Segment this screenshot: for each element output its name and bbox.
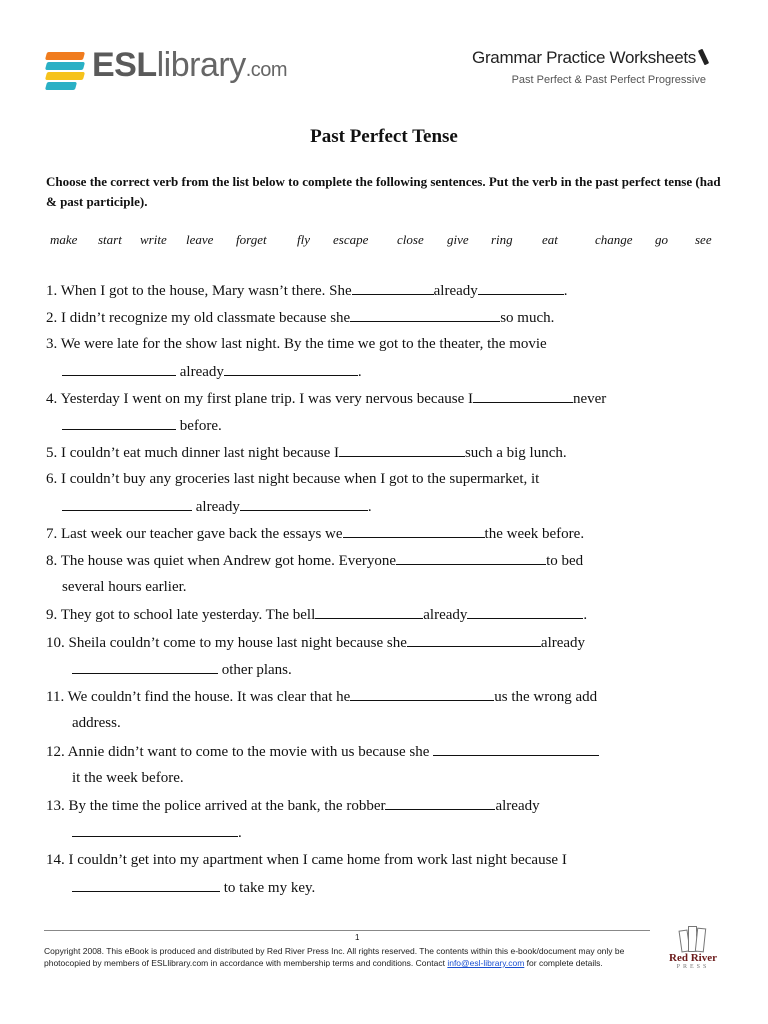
word-bank-item: make (50, 232, 78, 247)
question-3: 3. We were late for the show last night. By the time we got to the theater, the movie (46, 336, 547, 352)
word-bank-item: change (595, 232, 633, 247)
press-name: Red River (669, 952, 717, 964)
answer-blank[interactable] (72, 659, 218, 674)
instructions: Choose the correct verb from the list below to complete the following sentences. Put the verb in the past perfect tense (had & past participle). (46, 174, 721, 209)
question-4: 4. Yesterday I went on my first plane trip. I was very nervous because I never (46, 388, 606, 409)
question-9: 9. They got to school late yesterday. The bell already . (46, 604, 587, 625)
answer-blank[interactable] (62, 361, 176, 376)
answer-blank[interactable] (224, 361, 358, 376)
question-4-cont: before. (62, 415, 222, 436)
question-8-cont: several hours earlier. (62, 579, 187, 595)
answer-blank[interactable] (72, 877, 220, 892)
answer-blank[interactable] (350, 686, 494, 701)
word-bank-item: ring (491, 232, 513, 247)
question-1: 1. When I got to the house, Mary wasn’t there. She already . (46, 280, 568, 301)
contact-email-link[interactable]: info@esl-library.com (447, 958, 525, 968)
books-logo-icon (44, 48, 88, 92)
word-bank-item: fly (297, 232, 310, 247)
word-bank-item: give (447, 232, 469, 247)
word-bank-item: escape (333, 232, 369, 247)
word-bank-item: write (140, 232, 167, 247)
pencil-icon (698, 49, 709, 66)
question-10-cont: other plans. (72, 659, 292, 680)
word-bank-item: forget (236, 232, 267, 247)
answer-blank[interactable] (385, 795, 495, 810)
logo-text: ESLlibrary.com (92, 46, 288, 84)
esl-library-logo (44, 44, 287, 92)
word-bank-item: go (655, 232, 668, 247)
word-bank-item: start (98, 232, 122, 247)
series-title: Grammar Practice Worksheets (472, 48, 706, 68)
answer-blank[interactable] (339, 442, 465, 457)
answer-blank[interactable] (240, 496, 368, 511)
answer-blank[interactable] (478, 280, 564, 295)
red-river-press-logo (664, 924, 722, 970)
question-13: 13. By the time the police arrived at the bank, the robber already (46, 795, 540, 816)
question-14: 14. I couldn’t get into my apartment when I came home from work last night because I (46, 852, 567, 868)
question-11: 11. We couldn’t find the house. It was clear that he us the wrong add (46, 686, 597, 707)
word-bank-item: eat (542, 232, 558, 247)
question-10: 10. Sheila couldn’t come to my house last night because she already (46, 632, 585, 653)
question-13-cont: . (72, 822, 242, 843)
answer-blank[interactable] (407, 632, 541, 647)
header-right (472, 48, 706, 86)
question-8: 8. The house was quiet when Andrew got home. Everyone to bed (46, 550, 583, 571)
press-sub: PRESS (676, 964, 710, 970)
page-number: 1 (355, 933, 360, 942)
footer-divider (44, 930, 650, 931)
answer-blank[interactable] (343, 523, 485, 538)
question-12-cont: it the week before. (72, 770, 184, 786)
word-bank-item: see (695, 232, 712, 247)
answer-blank[interactable] (352, 280, 434, 295)
word-bank (50, 232, 712, 248)
question-2: 2. I didn’t recognize my old classmate because she so much. (46, 307, 554, 328)
series-subtitle: Past Perfect & Past Perfect Progressive (511, 74, 706, 86)
question-5: 5. I couldn’t eat much dinner last night because I such a big lunch. (46, 442, 567, 463)
answer-blank[interactable] (62, 496, 192, 511)
answer-blank[interactable] (62, 415, 176, 430)
copyright-notice: Copyright 2008. This eBook is produced and distributed by Red River Press Inc. All rights reserved. The contents within this e-book/document may only be photocopied by members of ESLlibrary.com in accordance with membership terms and conditions. Contact info@esl-library.com for complete details. (44, 946, 625, 968)
answer-blank[interactable] (467, 604, 583, 619)
answer-blank[interactable] (315, 604, 423, 619)
word-bank-item: close (397, 232, 424, 247)
answer-blank[interactable] (433, 741, 599, 756)
answer-blank[interactable] (396, 550, 546, 565)
answer-blank[interactable] (72, 822, 238, 837)
question-6: 6. I couldn’t buy any groceries last night because when I got to the supermarket, it (46, 471, 540, 487)
question-7: 7. Last week our teacher gave back the essays we the week before. (46, 523, 584, 544)
question-6-cont: already . (62, 496, 372, 517)
answer-blank[interactable] (473, 388, 573, 403)
page-title: Past Perfect Tense (310, 126, 458, 147)
question-12: 12. Annie didn’t want to come to the movie with us because she (46, 741, 599, 762)
answer-blank[interactable] (350, 307, 500, 322)
word-bank-item: leave (186, 232, 214, 247)
question-3-cont: already . (62, 361, 362, 382)
question-11-cont: address. (72, 715, 121, 731)
books-icon (678, 924, 708, 952)
question-14-cont: to take my key. (72, 877, 315, 898)
